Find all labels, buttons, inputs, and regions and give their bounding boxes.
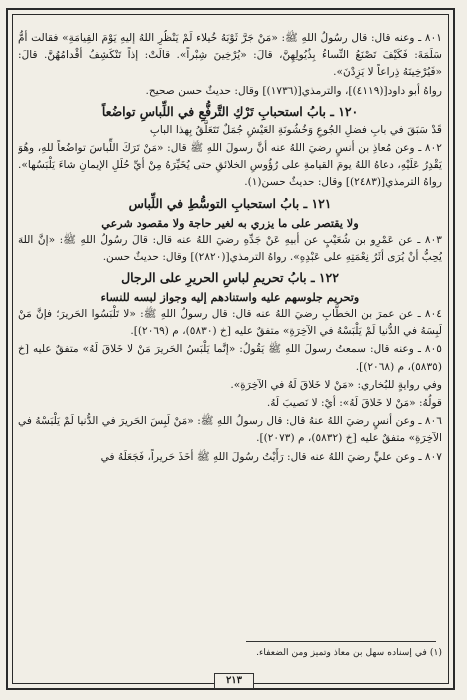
- chapter-heading: ١٢٢ ـ بابُ تحريمِ لباسِ الحريرِ على الرجال: [121, 270, 339, 286]
- text-paragraph: ٨٠٤ ـ عن عمرَ بن الخطَّابِ رضيَ اللهُ عنه قال: قال رسولُ اللهِ ﷺ: «لا تَلْبَسُوا الحَريرَ؛ فإنَّ مَنْ لَبِسَهُ في الدُّنيا لَمْ يَلْبَسْهُ في الآخِرَةِ» متفقٌ عليه [خ (٥٨٣٠)، م (٢٠٦٩)].: [18, 308, 442, 338]
- page-body: [18, 30, 442, 630]
- chapter-heading: ١٢٠ ـ بابُ استحبابِ تَرْكِ التَّرفُّعِ في اللِّباسِ تواضُعاً: [101, 103, 359, 119]
- text-paragraph: ٨٠٥ ـ وعنه قال: سمعتُ رسولَ اللهِ ﷺ يَقُولُ: «إنَّما يَلْبَسُ الحَريرَ مَنْ لا خَلاقَ لَهُ» متفقٌ عليه [خ (٥٨٣٥)، م (٢٠٦٨)].: [18, 343, 442, 373]
- text-paragraph: ٨٠١ ـ وعنه قال: قال رسُولُ اللهِ ﷺ: «مَنْ جَرَّ ثَوْبَهُ خُيلاء لَمْ يَنْظُرِ اللهُ إليهِ يَوْمَ القِيامَةِ» فقالت أمُّ سَلَمَةَ: فَكَيْفَ تَصْنَعُ النِّساءُ بِذُيُولِهِنَّ، قالَ: «يُرْخِينَ شِبْراً». قالَتْ: إذاً تَنْكَشِفُ أقْدامُهُنَّ. قالَ: «فَيُرْخِينَهُ ذِراعاً لا يَزِدْنَ».: [18, 32, 442, 79]
- page-number: ٢١٣: [214, 673, 254, 689]
- footnote: (١) في إسناده سهل بن معاذ وتميز ومن الضعفاء.: [256, 647, 442, 658]
- text-paragraph: وفي روايةٍ للبُخاري: «مَنْ لا خَلاقَ لَهُ في الآخِرَةِ».: [230, 378, 442, 391]
- text-paragraph: ٨٠٢ ـ وعن مُعاذِ بن أنسٍ رضيَ اللهُ عنه أنَّ رسولَ اللهِ ﷺ قال: «مَنْ تَرَكَ اللِّباسَ تواضُعاً للهِ، وهُوَ يَقْدِرُ عَلَيْهِ، دعاهُ اللهُ يومَ القيامةِ على رُؤُوسِ الخلائقِ حتى يُخَيِّرَهُ مِنْ أيِّ حُلَلِ الإيمانِ شاءَ يَلْبَسُها». رواهُ الترمذي[(٢٤٨٣)] وقال: حديثٌ حسن(١).: [18, 142, 442, 189]
- chapter-heading: ١٢١ ـ بابُ استحبابِ التوسُّطِ في اللِّباس: [128, 195, 332, 211]
- footnote-divider: [246, 641, 436, 642]
- text-paragraph: قَدْ سَبَقَ في بابِ فضلِ الجُوعِ وَخُشُونَةِ العَيْشِ جُمَلٌ تَتَعَلَّقُ بِهذا البابِ: [149, 123, 442, 136]
- text-paragraph: قولُهُ: «مَنْ لا خَلاقَ لَهُ»: أيْ: لا نَصيبَ لَهُ.: [266, 397, 442, 410]
- chapter-subheading: ولا يقتصر على ما يزري به لغير حاجة ولا مقصود شرعي: [101, 215, 359, 230]
- text-paragraph: ٨٠٧ ـ وعن عليٍّ رضيَ اللهُ عنه قال: رَأَيْتُ رسُولَ اللهِ ﷺ أخَذَ حَريراً، فَجَعَلَهُ في: [100, 450, 442, 463]
- text-paragraph: ٨٠٣ ـ عن عَمْرِو بن شُعَيْبٍ عن أبيهِ عَنْ جَدِّهِ رضيَ اللهُ عنه قال: قالَ رسُولُ اللهِ ﷺ: «إنَّ اللهَ يُحِبُّ أنْ يُرَى أثَرُ نِعْمَتِهِ على عَبْدِهِ». رواهُ الترمذي[(٢٨٢٠)] وقال: حديثٌ حسن.: [18, 233, 442, 263]
- text-paragraph: رواهُ أبو داود[(٤١١٩)]، والترمذي[(١٧٣٦)] وقال: حديثٌ حسن صحيح.: [145, 84, 442, 97]
- chapter-subheading: وتحريم جلوسهم عليه واستنادهم إليه وجواز لبسه للنساء: [100, 290, 360, 305]
- text-paragraph: ٨٠٦ ـ وعن أنسٍ رضيَ اللهُ عنهُ قال: قال رسولُ اللهِ ﷺ: «مَنْ لَبِسَ الحَريرَ في الدُّنيا لَمْ يَلْبَسْهُ في الآخِرَةِ» متفقٌ عليه [خ (٥٨٣٢)، م (٢٠٧٣)].: [18, 415, 442, 445]
